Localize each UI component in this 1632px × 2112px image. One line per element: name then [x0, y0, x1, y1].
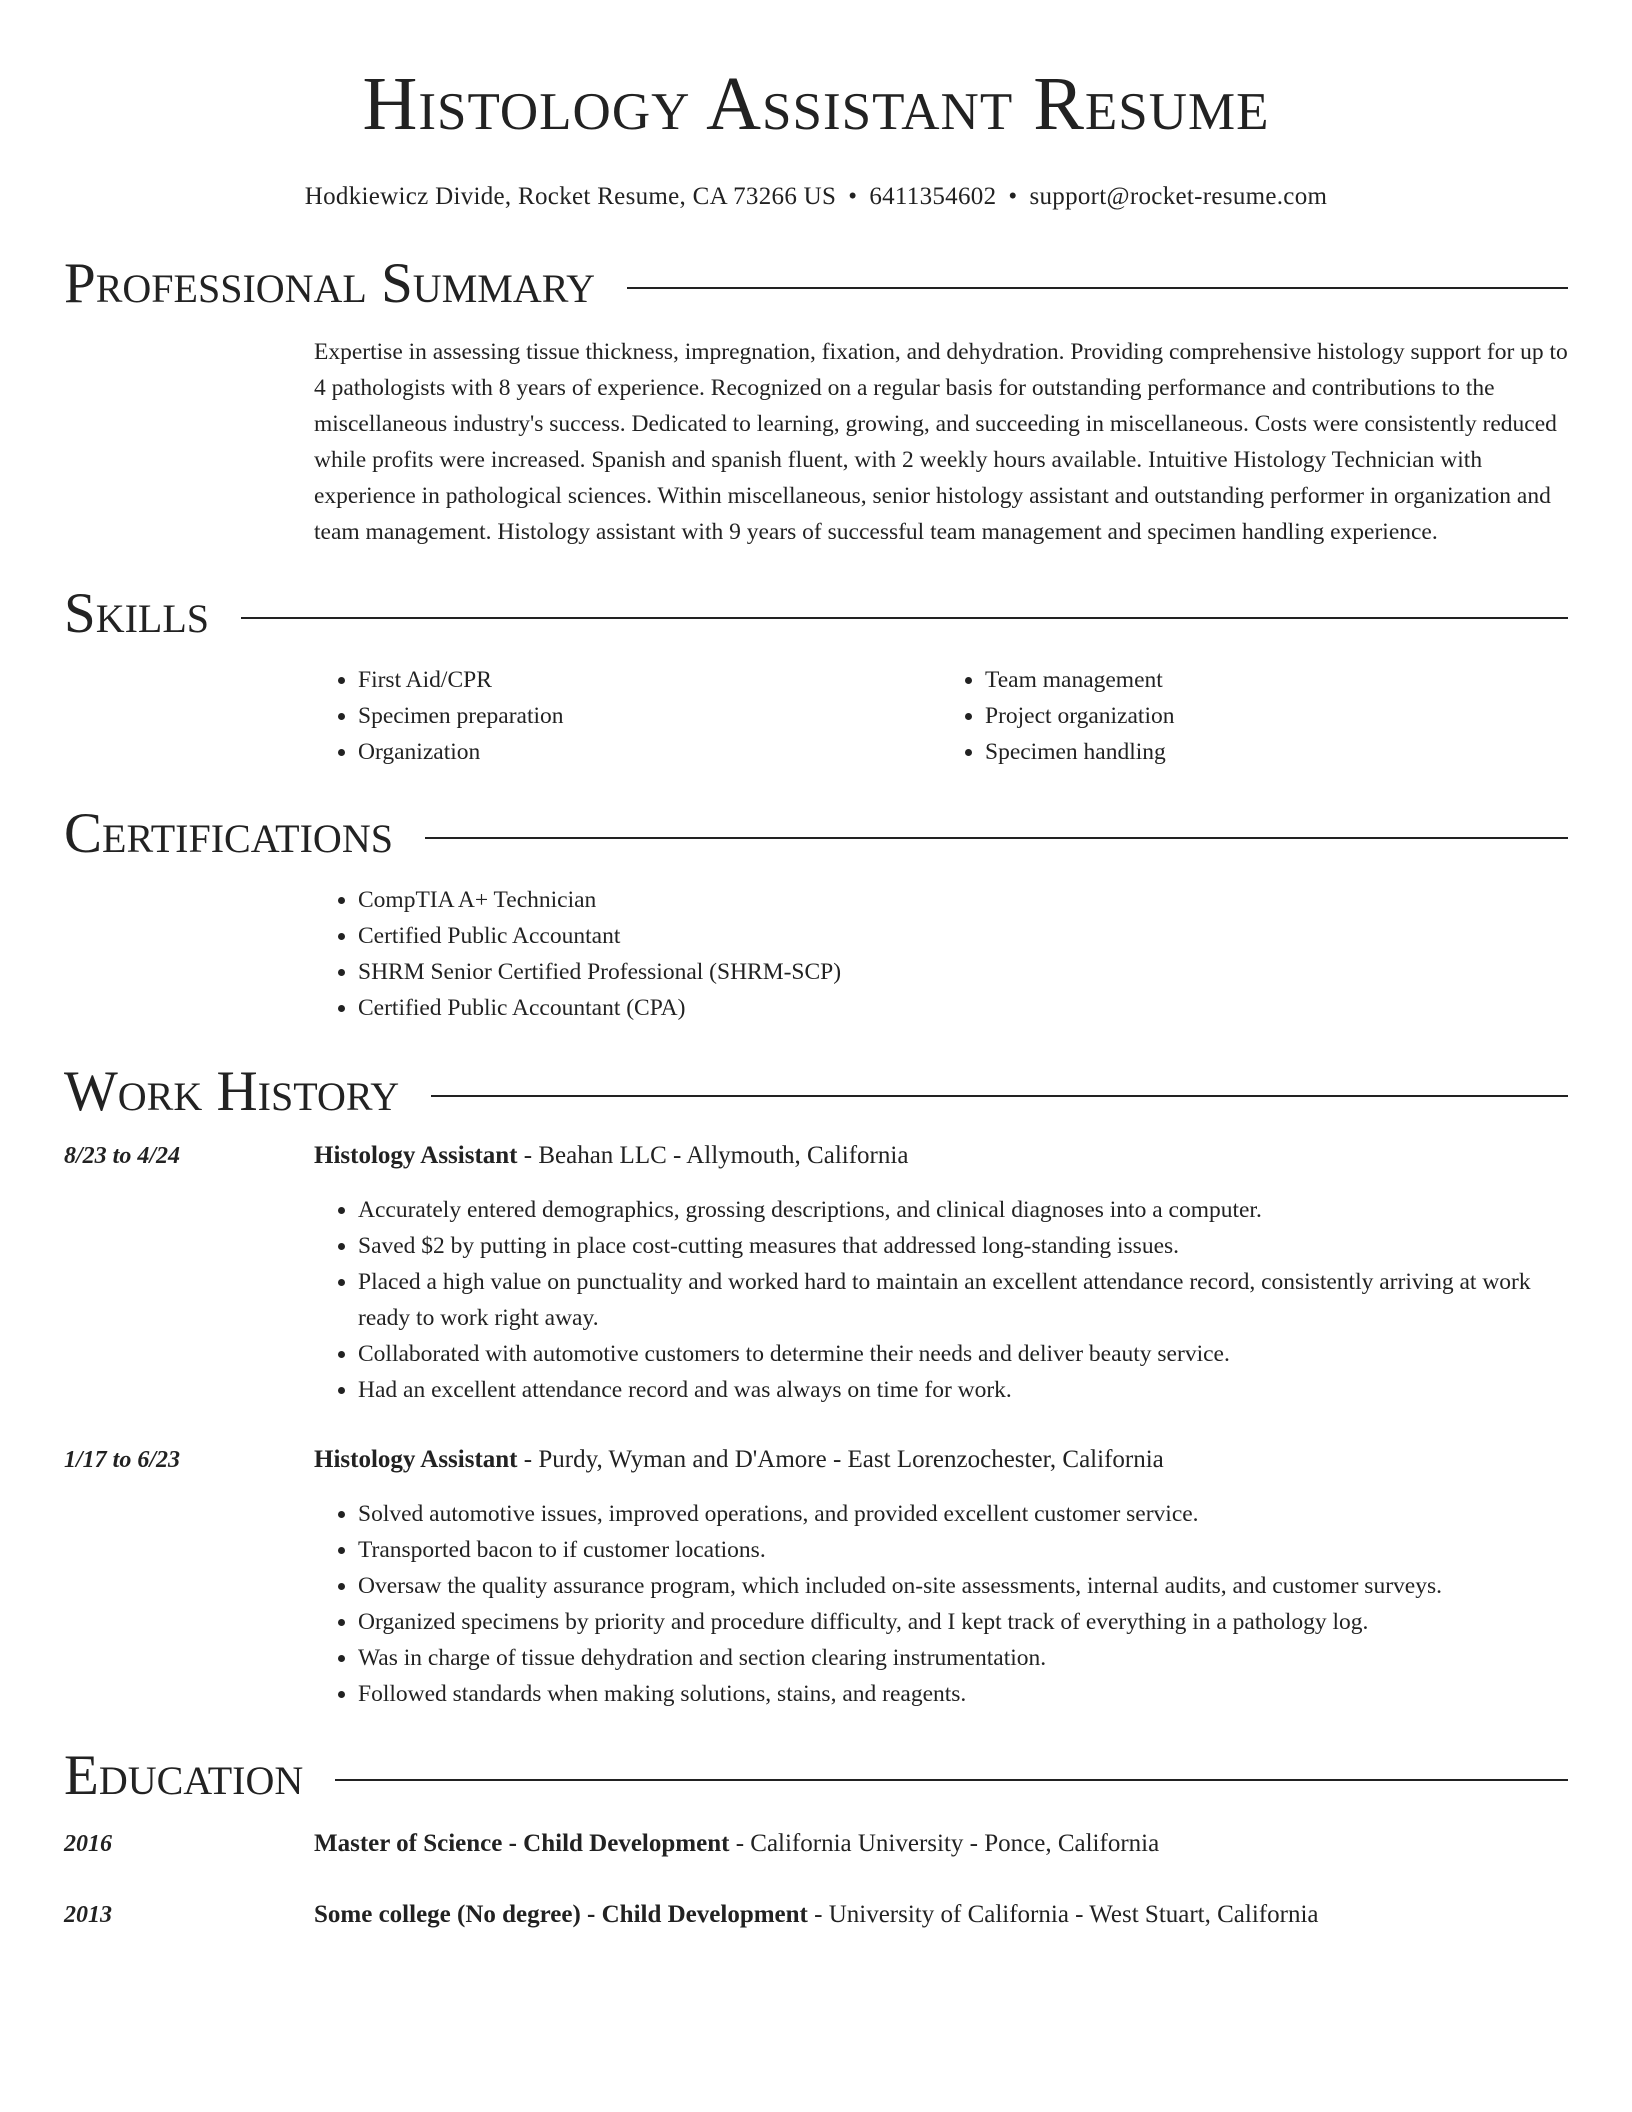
- contact-email: support@rocket-resume.com: [1029, 183, 1328, 210]
- list-item: • Saved $2 by putting in place cost-cutting measures that addressed long-standing issues.: [358, 1228, 1568, 1264]
- education-heading-line: [314, 1826, 1568, 1862]
- job-content: [314, 1138, 1568, 1408]
- list-item: • Transported bacon to if customer locations.: [358, 1532, 1568, 1568]
- education-degree: Master of Science - Child Development: [314, 1830, 730, 1857]
- skills-list: [314, 662, 1568, 770]
- list-item: • Accurately entered demographics, grossing descriptions, and clinical diagnoses into a computer.: [358, 1192, 1568, 1228]
- education-year: 2013: [64, 1902, 112, 1928]
- education-section-header: [64, 1744, 1568, 1808]
- list-item: • Project organization: [985, 698, 1568, 734]
- section-divider: [335, 1779, 1568, 1781]
- list-item: • Placed a high value on punctuality and worked hard to maintain an excellent attendance record, consistently arriving at work ready to work right away.: [358, 1264, 1568, 1336]
- job-heading: [314, 1442, 1568, 1478]
- certifications-heading: Certifications: [64, 802, 393, 865]
- list-item: • Organization: [358, 734, 941, 770]
- page-title: Histology Assistant Resume: [362, 62, 1270, 146]
- contact-separator: •: [1008, 183, 1018, 210]
- certifications-list: [314, 882, 1568, 1026]
- list-item: • Certified Public Accountant (CPA): [358, 990, 1568, 1026]
- contact-line: [64, 180, 1568, 214]
- list-item: • Certified Public Accountant: [358, 918, 1568, 954]
- job-entry: [64, 1138, 1568, 1408]
- list-item: • Specimen handling: [985, 734, 1568, 770]
- contact-phone: 6411354602: [869, 183, 997, 210]
- education-institution: - California University - Ponce, California: [729, 1830, 1160, 1857]
- list-item: • Oversaw the quality assurance program, which included on-site assessments, internal audits, and customer surveys.: [358, 1568, 1568, 1604]
- education-entry: [64, 1826, 1568, 1862]
- education-heading-line: [314, 1897, 1568, 1933]
- list-item: • First Aid/CPR: [358, 662, 941, 698]
- summary-body: [314, 334, 1568, 550]
- skills-column-left: [314, 662, 941, 770]
- education-degree: Some college (No degree) - Child Development: [314, 1901, 808, 1928]
- job-title: Histology Assistant: [314, 1142, 518, 1169]
- list-item: • Had an excellent attendance record and was always on time for work.: [358, 1372, 1568, 1408]
- skills-section-header: [64, 582, 1568, 646]
- education-year: 2016: [64, 1831, 112, 1857]
- job-dates: 8/23 to 4/24: [64, 1143, 181, 1169]
- job-dates: 1/17 to 6/23: [64, 1447, 181, 1473]
- list-item: • Was in charge of tissue dehydration and section clearing instrumentation.: [358, 1640, 1568, 1676]
- summary-text: Expertise in assessing tissue thickness, impregnation, fixation, and dehydration. Providing comprehensive histology support for up to 4 pathologists with 8 years of experience. Recognized on a regular basis for outstanding performance and contributions to the miscellaneous industry's success. Dedicated to learning, growing, and succeeding in miscellaneous. Costs were consistently reduced while profits were increased. Spanish and spanish fluent, with 2 weekly hours available. Intuitive Histology Technician with experience in pathological sciences. Within miscellaneous, senior histology assistant and outstanding performer in organization and team management. Histology assistant with 9 years of successful team management and specimen handling experience.: [314, 339, 1568, 545]
- section-divider: [627, 287, 1568, 289]
- summary-heading: Professional Summary: [64, 252, 596, 315]
- list-item: • CompTIA A+ Technician: [358, 882, 1568, 918]
- section-divider: [425, 837, 1568, 839]
- skills-column-right: [941, 662, 1568, 770]
- education-heading: Education: [64, 1744, 304, 1807]
- job-employer: - Beahan LLC - Allymouth, California: [517, 1142, 909, 1169]
- education-content: [314, 1897, 1568, 1933]
- education-entry: [64, 1897, 1568, 1933]
- section-divider: [241, 617, 1568, 619]
- contact-separator: •: [848, 183, 858, 210]
- list-item: • Solved automotive issues, improved operations, and provided excellent customer service.: [358, 1496, 1568, 1532]
- job-heading: [314, 1138, 1568, 1174]
- list-item: • Organized specimens by priority and procedure difficulty, and I kept track of everything in a pathology log.: [358, 1604, 1568, 1640]
- list-item: • Team management: [985, 662, 1568, 698]
- list-item: • SHRM Senior Certified Professional (SHRM-SCP): [358, 954, 1568, 990]
- list-item: • Collaborated with automotive customers to determine their needs and deliver beauty service.: [358, 1336, 1568, 1372]
- education-institution: - University of California - West Stuart, California: [807, 1901, 1319, 1928]
- work-heading: Work History: [64, 1060, 400, 1123]
- job-content: [314, 1442, 1568, 1712]
- list-item: • Followed standards when making solutions, stains, and reagents.: [358, 1676, 1568, 1712]
- work-section-header: [64, 1060, 1568, 1124]
- job-title: Histology Assistant: [314, 1446, 518, 1473]
- certifications-section-header: [64, 802, 1568, 866]
- contact-address: Hodkiewicz Divide, Rocket Resume, CA 73266 US: [304, 183, 837, 210]
- list-item: • Specimen preparation: [358, 698, 941, 734]
- summary-section-header: [64, 252, 1568, 316]
- job-entry: [64, 1442, 1568, 1712]
- job-bullets: [314, 1496, 1568, 1712]
- job-bullets: [314, 1192, 1568, 1408]
- skills-heading: Skills: [64, 582, 210, 645]
- section-divider: [431, 1095, 1568, 1097]
- job-employer: - Purdy, Wyman and D'Amore - East Lorenzochester, California: [517, 1446, 1164, 1473]
- education-content: [314, 1826, 1568, 1862]
